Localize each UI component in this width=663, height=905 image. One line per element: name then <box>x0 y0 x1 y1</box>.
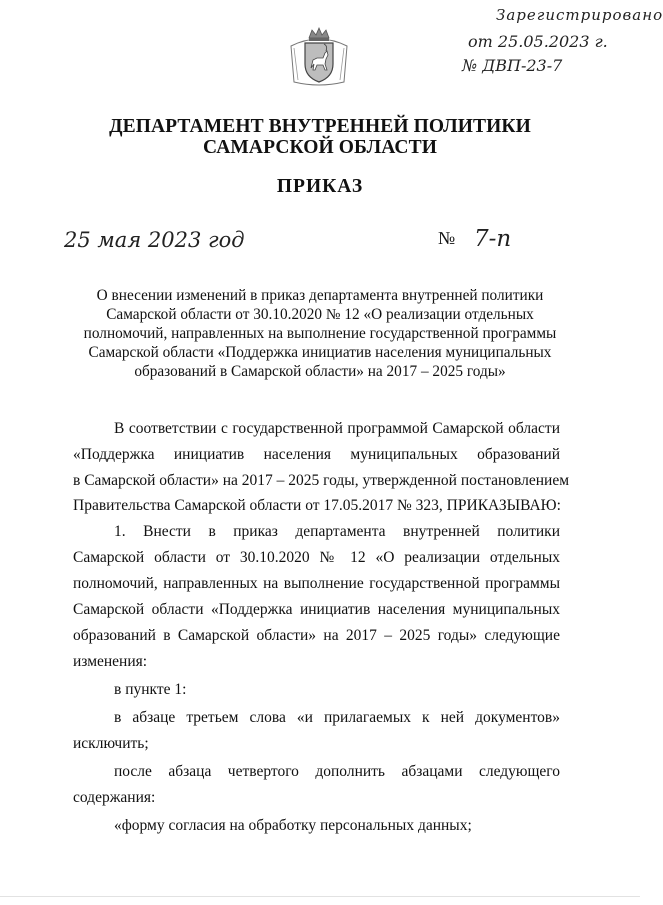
body-text-line: в Самарской области» на 2017 – 2025 годы, утвержденной постановлением <box>73 472 570 489</box>
body-text-line: 1. Внести в приказ департамента внутренней политики <box>114 523 560 540</box>
subject-line: образований в Самарской области» на 2017 – 2025 годы» <box>134 363 506 380</box>
subject-line: полномочий, направленных на выполнение государственной программы <box>83 325 557 342</box>
order-number-sign: № <box>438 228 456 248</box>
order-number-handwritten: 7-п <box>474 226 512 252</box>
subject-line: О внесении изменений в приказ департамента внутренней политики <box>96 287 544 304</box>
samara-oblast-coat-of-arms-icon <box>288 24 350 90</box>
body-text-line: полномочий, направленных на выполнение государственной программы <box>73 575 560 592</box>
body-text-line: «форму согласия на обработку персональных данных; <box>114 817 472 834</box>
body-text-line: Правительства Самарской области от 17.05.2017 № 323, ПРИКАЗЫВАЮ: <box>73 497 561 514</box>
body-text-line: Самарской области «Поддержка инициатив населения муниципальных <box>73 601 560 618</box>
body-text-line: образований в Самарской области» на 2017 – 2025 годы» следующие <box>73 627 560 644</box>
body-text-line: изменения: <box>73 653 148 670</box>
department-name-line1: ДЕПАРТАМЕНТ ВНУТРЕННЕЙ ПОЛИТИКИ <box>109 116 531 137</box>
body-text-line: содержания: <box>73 789 156 806</box>
body-text-line: после абзаца четвертого дополнить абзацами следующего <box>114 763 560 780</box>
registration-note-line1: Зарегистрировано <box>496 6 663 24</box>
subject-line: Самарской области «Поддержка инициатив населения муниципальных <box>88 344 552 361</box>
subject-line: Самарской области от 30.10.2020 № 12 «О реализации отдельных <box>106 306 534 323</box>
body-text-line: «Поддержка инициатив населения муниципальных образований <box>73 446 560 463</box>
department-name-line2: САМАРСКОЙ ОБЛАСТИ <box>203 137 437 158</box>
page-edge-divider <box>0 896 640 897</box>
body-text-line: В соответствии с государственной программой Самарской области <box>114 420 560 437</box>
body-text-line: в абзаце третьем слова «и прилагаемых к ней документов» <box>114 709 560 726</box>
document-type-title: ПРИКАЗ <box>276 176 364 197</box>
registration-note-date: от 25.05.2023 г. <box>468 32 608 51</box>
body-text-line: Самарской области от 30.10.2020 № 12 «О реализации отдельных <box>73 549 560 566</box>
order-date-handwritten: 25 мая 2023 год <box>64 228 245 252</box>
registration-note-number: № ДВП-23-7 <box>462 56 563 75</box>
body-text-line: в пункте 1: <box>114 681 187 698</box>
body-text-line: исключить; <box>73 735 149 752</box>
